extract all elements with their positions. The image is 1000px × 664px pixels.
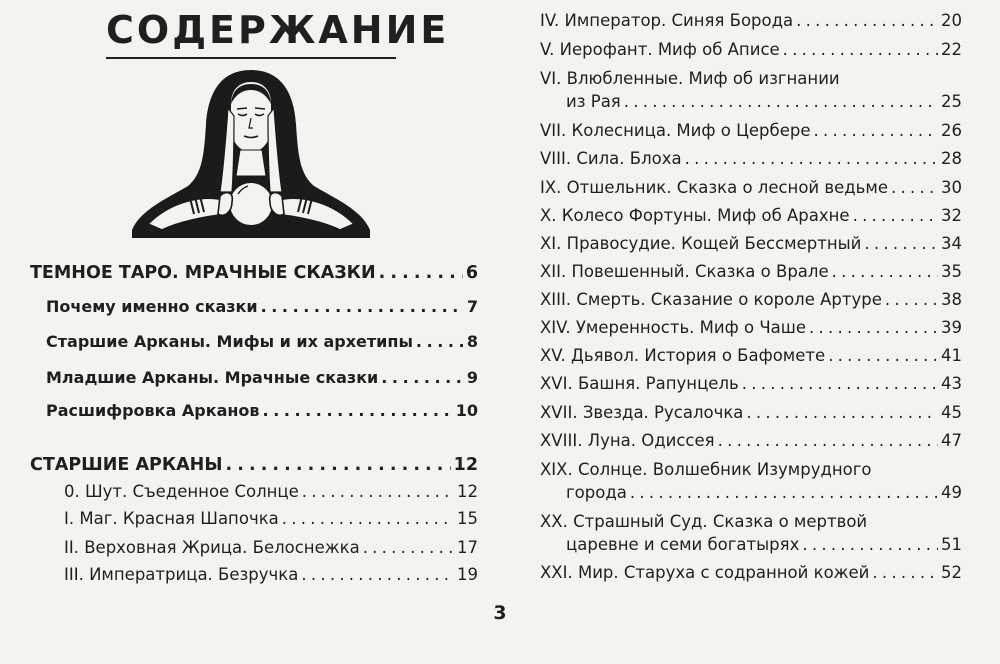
toc-entry-title: XII. Повешенный. Сказка о Врале bbox=[540, 262, 829, 281]
toc-entry-page: 43 bbox=[941, 374, 962, 393]
toc-entry[interactable] bbox=[566, 534, 962, 556]
toc-entry-page: 35 bbox=[941, 262, 962, 281]
toc-entry-page: 38 bbox=[941, 290, 962, 309]
toc-entry-title: XI. Правосудие. Кощей Бессмертный bbox=[540, 234, 862, 253]
toc-entry-title: VIII. Сила. Блоха bbox=[540, 149, 682, 168]
dot-leader bbox=[624, 91, 938, 113]
toc-entry-page: 10 bbox=[455, 401, 478, 420]
dot-leader bbox=[225, 454, 450, 476]
toc-entry-page: 12 bbox=[453, 455, 478, 475]
toc-entry-title: II. Верховная Жрица. Белоснежка bbox=[64, 538, 360, 557]
toc-entry-page: 22 bbox=[941, 40, 962, 59]
title-underline bbox=[106, 57, 396, 59]
dot-leader bbox=[832, 261, 938, 283]
toc-entry-page: 26 bbox=[941, 121, 962, 140]
toc-entry-title: из Рая bbox=[566, 92, 621, 111]
dot-leader bbox=[282, 508, 454, 530]
dot-leader bbox=[853, 205, 938, 227]
toc-entry[interactable] bbox=[64, 537, 478, 559]
toc-entry-first-line: XX. Страшный Суд. Сказка о мертвой bbox=[540, 512, 868, 531]
dot-leader bbox=[872, 562, 938, 584]
toc-entry-page: 49 bbox=[941, 483, 962, 502]
toc-entry[interactable] bbox=[540, 317, 962, 339]
toc-entry-page: 6 bbox=[465, 263, 478, 283]
toc-entry-title: III. Императрица. Безручка bbox=[64, 565, 299, 584]
toc-entry-page: 17 bbox=[457, 538, 478, 557]
dot-leader bbox=[802, 534, 938, 556]
toc-entry-page: 41 bbox=[941, 346, 962, 365]
toc-entry[interactable] bbox=[540, 289, 962, 311]
toc-entry-title: ТЕМНОЕ ТАРО. МРАЧНЫЕ СКАЗКИ bbox=[30, 263, 376, 283]
toc-entry[interactable] bbox=[64, 481, 478, 503]
dot-leader bbox=[864, 233, 938, 255]
dot-leader bbox=[891, 177, 938, 199]
toc-entry[interactable] bbox=[540, 120, 962, 142]
dot-leader bbox=[783, 39, 938, 61]
page-title: СОДЕРЖАНИЕ bbox=[106, 8, 450, 52]
toc-entry[interactable] bbox=[64, 564, 478, 586]
toc-entry-title: XV. Дьявол. История о Бафомете bbox=[540, 346, 826, 365]
toc-entry-page: 32 bbox=[941, 206, 962, 225]
toc-section-dark-tarot[interactable] bbox=[30, 262, 478, 284]
toc-entry-title: XIV. Умеренность. Миф о Чаше bbox=[540, 318, 806, 337]
toc-entry-page: 52 bbox=[941, 563, 962, 582]
toc-entry[interactable] bbox=[64, 508, 478, 530]
toc-entry-page: 39 bbox=[941, 318, 962, 337]
toc-entry-title: 0. Шут. Съеденное Солнце bbox=[64, 482, 299, 501]
toc-entry[interactable] bbox=[540, 345, 962, 367]
toc-entry[interactable] bbox=[540, 177, 962, 199]
toc-entry-page: 8 bbox=[466, 332, 478, 351]
toc-entry-page: 9 bbox=[466, 368, 478, 387]
toc-entry-page: 12 bbox=[457, 482, 478, 501]
toc-entry[interactable] bbox=[540, 402, 962, 424]
toc-entry-title: I. Маг. Красная Шапочка bbox=[64, 509, 279, 528]
dot-leader bbox=[301, 564, 454, 586]
toc-entry-title: X. Колесо Фортуны. Миф об Арахне bbox=[540, 206, 850, 225]
toc-entry-page: 45 bbox=[941, 403, 962, 422]
toc-entry-title: IX. Отшельник. Сказка о лесной ведьме bbox=[540, 178, 889, 197]
dot-leader bbox=[718, 430, 938, 452]
dot-leader bbox=[379, 262, 463, 284]
toc-entry-page: 25 bbox=[941, 92, 962, 111]
dot-leader bbox=[416, 331, 464, 353]
toc-entry-page: 47 bbox=[941, 431, 962, 450]
toc-entry-title: Расшифровка Арканов bbox=[46, 401, 260, 420]
toc-entry-title: Почему именно сказки bbox=[46, 297, 258, 316]
toc-entry-first-line: VI. Влюбленные. Миф об изгнании bbox=[540, 69, 840, 88]
dot-leader bbox=[302, 481, 454, 503]
toc-entry-title: IV. Император. Синяя Борода bbox=[540, 11, 794, 30]
toc-entry-page: 28 bbox=[941, 149, 962, 168]
toc-entry-title: СТАРШИЕ АРКАНЫ bbox=[30, 455, 223, 475]
toc-entry-title: города bbox=[566, 483, 627, 502]
toc-entry-title: Старшие Арканы. Мифы и их архетипы bbox=[46, 332, 413, 351]
toc-entry[interactable] bbox=[46, 367, 478, 389]
toc-entry[interactable] bbox=[46, 331, 478, 353]
toc-entry-page: 30 bbox=[941, 178, 962, 197]
dot-leader bbox=[796, 10, 938, 32]
dot-leader bbox=[261, 296, 464, 318]
toc-entry-page: 7 bbox=[466, 297, 478, 316]
dot-leader bbox=[742, 373, 938, 395]
toc-entry[interactable] bbox=[46, 400, 478, 422]
toc-entry-title: XVI. Башня. Рапунцель bbox=[540, 374, 739, 393]
toc-entry[interactable] bbox=[540, 205, 962, 227]
toc-entry-page: 19 bbox=[457, 565, 478, 584]
toc-entry[interactable] bbox=[46, 296, 478, 318]
toc-entry[interactable] bbox=[540, 373, 962, 395]
fortune-teller-illustration bbox=[128, 64, 374, 242]
dot-leader bbox=[746, 402, 938, 424]
toc-entry[interactable] bbox=[540, 148, 962, 170]
toc-entry-page: 15 bbox=[457, 509, 478, 528]
toc-entry[interactable] bbox=[566, 482, 962, 504]
toc-entry[interactable] bbox=[540, 261, 962, 283]
toc-entry-title: XXI. Мир. Старуха с содранной кожей bbox=[540, 563, 870, 582]
toc-entry-title: XIII. Смерть. Сказание о короле Артуре bbox=[540, 290, 882, 309]
dot-leader bbox=[263, 400, 453, 422]
toc-entry[interactable] bbox=[540, 562, 962, 584]
dot-leader bbox=[630, 482, 938, 504]
dot-leader bbox=[828, 345, 938, 367]
dot-leader bbox=[813, 120, 938, 142]
toc-entry-first-line: XIX. Солнце. Волшебник Изумрудного bbox=[540, 460, 872, 479]
dot-leader bbox=[885, 289, 938, 311]
toc-entry[interactable] bbox=[540, 39, 962, 61]
toc-entry-title: V. Иерофант. Миф об Аписе bbox=[540, 40, 780, 59]
toc-entry-title: VII. Колесница. Миф о Цербере bbox=[540, 121, 811, 140]
toc-entry-title: Младшие Арканы. Мрачные сказки bbox=[46, 368, 379, 387]
toc-entry-page: 20 bbox=[941, 11, 962, 30]
toc-entry[interactable] bbox=[540, 233, 962, 255]
toc-entry[interactable] bbox=[566, 91, 962, 113]
toc-entry-title: царевне и семи богатырях bbox=[566, 535, 800, 554]
dot-leader bbox=[381, 367, 464, 389]
dot-leader bbox=[809, 317, 938, 339]
toc-entry[interactable] bbox=[540, 430, 962, 452]
dot-leader bbox=[363, 537, 454, 559]
page-number: 3 bbox=[493, 602, 507, 624]
toc-section-major-arcana[interactable] bbox=[30, 454, 478, 476]
dot-leader bbox=[685, 148, 938, 170]
toc-entry-title: XVII. Звезда. Русалочка bbox=[540, 403, 744, 422]
toc-entry-page: 51 bbox=[941, 535, 962, 554]
toc-entry-page: 34 bbox=[941, 234, 962, 253]
toc-entry[interactable] bbox=[540, 10, 962, 32]
toc-entry-title: XVIII. Луна. Одиссея bbox=[540, 431, 715, 450]
